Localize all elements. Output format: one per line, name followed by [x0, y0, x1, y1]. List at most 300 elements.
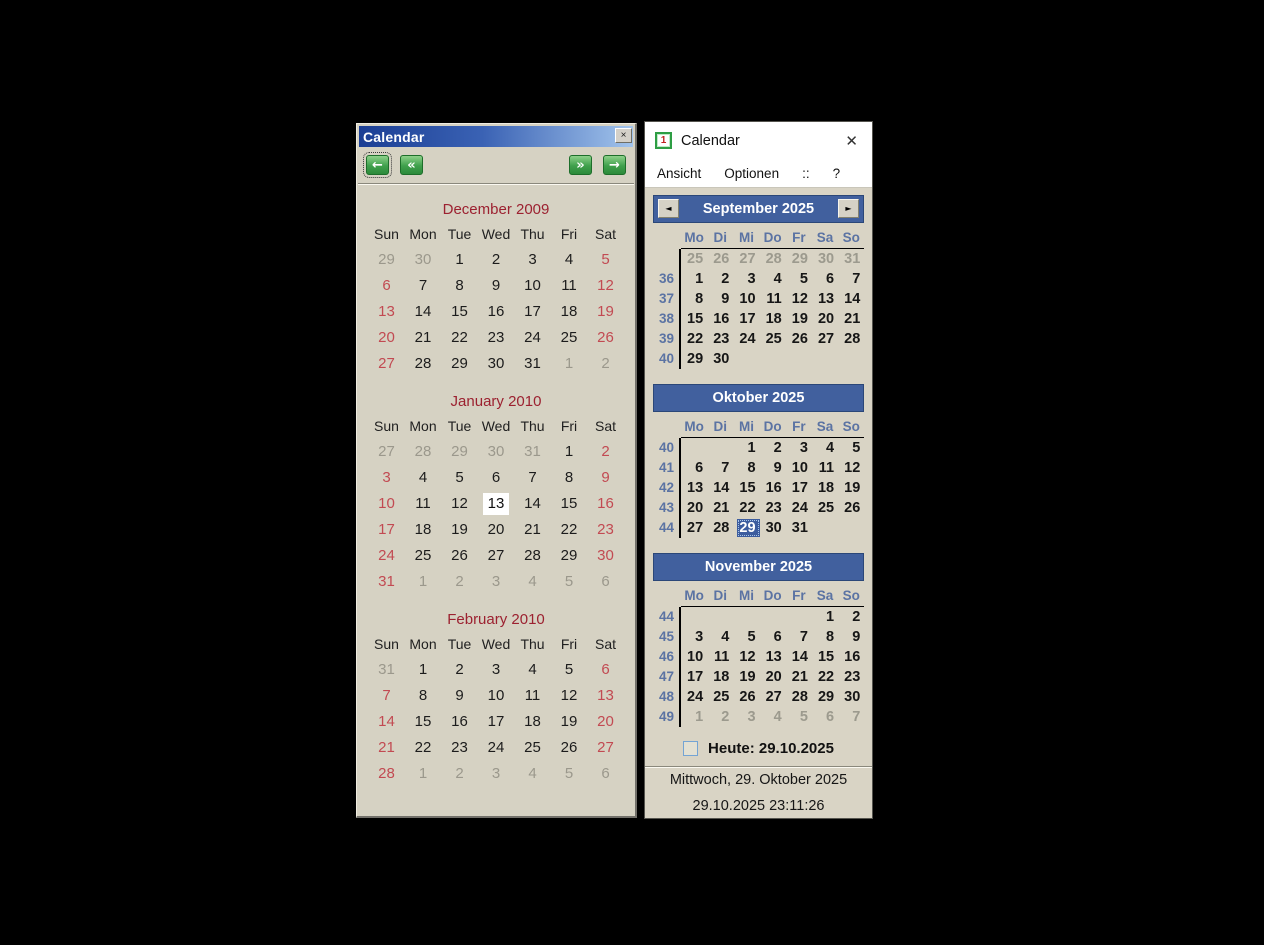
date-cell[interactable] [681, 627, 707, 647]
date-cell[interactable] [405, 273, 442, 299]
date-cell[interactable] [681, 498, 707, 518]
date-label: 5 [455, 469, 464, 486]
date-cell[interactable] [551, 247, 588, 273]
date-cell[interactable] [733, 438, 759, 458]
date-cell[interactable] [707, 667, 733, 687]
date-label: 21 [791, 669, 808, 685]
date-label: 13 [687, 480, 704, 496]
date-cell[interactable] [551, 517, 588, 543]
date-cell[interactable] [514, 465, 551, 491]
date-cell[interactable] [733, 329, 759, 349]
date-label: 12 [451, 495, 468, 512]
date-cell[interactable] [733, 687, 759, 707]
date-cell[interactable] [551, 491, 588, 517]
date-label: 10 [739, 291, 756, 307]
date-cell[interactable] [733, 498, 759, 518]
date-cell[interactable] [786, 458, 812, 478]
date-cell[interactable] [760, 478, 786, 498]
date-cell[interactable] [707, 269, 733, 289]
date-cell[interactable] [441, 247, 478, 273]
date-cell[interactable] [681, 667, 707, 687]
date-cell[interactable] [707, 518, 733, 538]
date-cell[interactable] [812, 329, 838, 349]
date-cell[interactable] [405, 657, 442, 683]
date-cell[interactable] [441, 351, 478, 377]
date-cell[interactable] [368, 517, 405, 543]
date-cell[interactable] [733, 269, 759, 289]
date-cell[interactable] [786, 498, 812, 518]
date-label: 29 [378, 251, 395, 268]
month-grid [654, 227, 864, 369]
date-cell[interactable] [368, 735, 405, 761]
date-cell[interactable] [368, 569, 405, 595]
date-cell[interactable] [551, 657, 588, 683]
date-cell[interactable] [786, 667, 812, 687]
prev-year-button[interactable] [400, 155, 423, 175]
date-cell[interactable] [786, 687, 812, 707]
date-cell[interactable] [405, 439, 442, 465]
next-month-button[interactable] [603, 155, 626, 175]
date-cell[interactable] [587, 299, 624, 325]
date-cell[interactable] [838, 707, 864, 727]
date-cell[interactable] [441, 543, 478, 569]
date-cell[interactable] [441, 709, 478, 735]
next-month-button[interactable]: ► [838, 199, 859, 218]
week-number: 46 [654, 647, 681, 667]
date-cell[interactable] [478, 299, 515, 325]
date-cell[interactable] [760, 627, 786, 647]
date-cell[interactable] [441, 657, 478, 683]
date-cell[interactable] [707, 707, 733, 727]
date-cell[interactable] [368, 273, 405, 299]
date-cell[interactable] [478, 439, 515, 465]
date-cell[interactable] [812, 249, 838, 269]
date-cell[interactable] [812, 687, 838, 707]
date-cell[interactable] [838, 498, 864, 518]
date-cell[interactable] [551, 761, 588, 787]
date-label: 6 [491, 469, 501, 486]
modern-close-button[interactable] [845, 132, 862, 150]
date-cell[interactable] [551, 569, 588, 595]
menu-item-optionen[interactable]: Optionen [724, 165, 780, 181]
date-cell[interactable] [551, 543, 588, 569]
date-label: 10 [487, 687, 505, 704]
date-label: 4 [564, 251, 574, 268]
date-cell[interactable] [551, 351, 588, 377]
date-label: 18 [414, 521, 432, 538]
week-number: 42 [654, 478, 681, 498]
date-cell[interactable] [478, 351, 515, 377]
date-label: 22 [817, 669, 835, 685]
date-cell[interactable] [587, 465, 624, 491]
date-cell[interactable] [681, 309, 707, 329]
date-cell[interactable] [681, 458, 707, 478]
date-cell[interactable] [441, 299, 478, 325]
date-cell[interactable] [812, 458, 838, 478]
date-cell[interactable] [514, 439, 551, 465]
date-cell[interactable] [812, 478, 838, 498]
classic-titlebar[interactable] [359, 126, 633, 147]
date-cell[interactable] [478, 657, 515, 683]
date-cell[interactable] [368, 465, 405, 491]
date-cell[interactable] [786, 289, 812, 309]
date-cell[interactable] [478, 709, 515, 735]
date-cell[interactable] [587, 273, 624, 299]
date-cell[interactable] [786, 707, 812, 727]
date-cell[interactable] [812, 627, 838, 647]
menu-item-help[interactable]: ? [832, 165, 841, 181]
month-title: November 2025 [704, 559, 813, 575]
date-cell[interactable] [812, 438, 838, 458]
date-cell[interactable] [760, 269, 786, 289]
date-cell[interactable] [838, 309, 864, 329]
date-label: 5 [852, 440, 861, 456]
date-cell[interactable] [405, 465, 442, 491]
date-cell[interactable] [514, 491, 551, 517]
date-cell[interactable] [838, 249, 864, 269]
date-cell[interactable] [760, 647, 786, 667]
date-cell[interactable] [368, 325, 405, 351]
date-cell[interactable] [707, 249, 733, 269]
month-header [653, 384, 864, 412]
date-label: 5 [564, 573, 574, 590]
date-cell[interactable] [441, 569, 478, 595]
date-label: 23 [487, 329, 505, 346]
date-cell[interactable] [707, 329, 733, 349]
date-cell[interactable] [760, 249, 786, 269]
date-label: 23 [597, 521, 614, 538]
date-cell[interactable] [551, 683, 588, 709]
date-cell[interactable] [812, 607, 838, 627]
date-cell[interactable] [733, 289, 759, 309]
date-cell[interactable] [838, 329, 864, 349]
date-cell[interactable] [707, 289, 733, 309]
week-number: 39 [654, 329, 681, 349]
date-cell[interactable] [812, 498, 838, 518]
menu-item-colons[interactable]: :: [802, 165, 810, 181]
date-cell[interactable] [368, 761, 405, 787]
date-cell[interactable] [587, 569, 624, 595]
date-cell[interactable] [514, 299, 551, 325]
date-cell[interactable] [707, 498, 733, 518]
date-cell[interactable] [405, 683, 442, 709]
date-cell[interactable] [681, 647, 707, 667]
date-cell[interactable] [478, 273, 515, 299]
date-label: 9 [455, 687, 464, 704]
date-label: 2 [773, 440, 782, 456]
date-cell[interactable] [760, 289, 786, 309]
date-cell[interactable] [441, 683, 478, 709]
date-cell[interactable] [760, 309, 786, 329]
date-cell[interactable] [733, 309, 759, 329]
date-cell[interactable] [478, 325, 515, 351]
week-column-spacer [654, 416, 681, 437]
date-cell[interactable] [405, 351, 442, 377]
date-cell[interactable] [812, 269, 838, 289]
date-cell[interactable] [514, 247, 551, 273]
date-cell[interactable] [368, 351, 405, 377]
date-cell[interactable] [733, 627, 759, 647]
date-cell[interactable] [368, 543, 405, 569]
date-cell[interactable] [681, 518, 707, 538]
date-cell[interactable] [587, 683, 624, 709]
date-cell[interactable] [681, 289, 707, 309]
date-cell[interactable] [368, 657, 405, 683]
date-cell[interactable] [681, 478, 707, 498]
date-cell[interactable] [441, 491, 478, 517]
date-cell[interactable] [733, 518, 759, 538]
date-cell[interactable] [587, 709, 624, 735]
date-cell[interactable] [551, 273, 588, 299]
date-cell[interactable] [786, 478, 812, 498]
date-cell[interactable] [733, 647, 759, 667]
date-cell[interactable] [733, 249, 759, 269]
date-cell[interactable] [587, 325, 624, 351]
date-cell[interactable] [812, 309, 838, 329]
date-cell[interactable] [405, 517, 442, 543]
date-label: 30 [414, 251, 432, 268]
menu-item-ansicht[interactable]: Ansicht [657, 165, 702, 181]
date-cell[interactable] [368, 709, 405, 735]
date-cell[interactable] [514, 517, 551, 543]
date-label: 3 [695, 629, 704, 645]
date-cell[interactable] [812, 667, 838, 687]
date-label: 25 [414, 547, 432, 564]
date-cell[interactable] [733, 478, 759, 498]
date-cell[interactable] [786, 518, 812, 538]
date-cell[interactable] [838, 438, 864, 458]
date-label: 23 [451, 739, 468, 756]
date-cell[interactable] [405, 543, 442, 569]
date-cell[interactable] [838, 607, 864, 627]
date-cell[interactable] [514, 761, 551, 787]
date-cell[interactable] [478, 247, 515, 273]
date-label: 14 [524, 495, 541, 512]
date-cell[interactable] [707, 349, 733, 369]
date-cell[interactable] [786, 249, 812, 269]
date-label: 2 [455, 573, 464, 590]
date-cell[interactable] [760, 707, 786, 727]
date-cell[interactable] [587, 543, 624, 569]
date-cell[interactable] [551, 465, 588, 491]
date-cell[interactable] [514, 569, 551, 595]
date-cell[interactable] [786, 647, 812, 667]
date-cell[interactable] [587, 351, 624, 377]
date-label: 19 [844, 480, 861, 496]
date-cell[interactable] [838, 269, 864, 289]
date-cell[interactable] [760, 518, 786, 538]
prev-month-button[interactable] [366, 155, 389, 175]
date-cell[interactable] [514, 683, 551, 709]
arrow-left-icon: ← [372, 157, 383, 173]
prev-month-button[interactable]: ◄ [658, 199, 679, 218]
date-cell[interactable] [707, 478, 733, 498]
date-cell[interactable] [405, 491, 442, 517]
date-cell[interactable] [514, 325, 551, 351]
date-cell[interactable] [368, 439, 405, 465]
next-year-button[interactable] [569, 155, 592, 175]
date-cell[interactable] [760, 438, 786, 458]
day-header: Di [707, 227, 733, 249]
day-header: Thu [520, 226, 545, 242]
date-cell[interactable] [441, 735, 478, 761]
date-cell[interactable] [514, 273, 551, 299]
date-cell[interactable] [707, 687, 733, 707]
date-cell[interactable] [838, 478, 864, 498]
date-cell[interactable] [786, 269, 812, 289]
date-cell[interactable] [478, 543, 515, 569]
date-label: 14 [844, 291, 861, 307]
date-label: 20 [597, 713, 614, 730]
date-cell[interactable] [587, 247, 624, 273]
day-header: So [838, 585, 864, 607]
date-cell[interactable] [681, 349, 707, 369]
date-cell[interactable] [441, 517, 478, 543]
week-number: 45 [654, 627, 681, 647]
date-cell[interactable] [786, 309, 812, 329]
date-label: 31 [844, 251, 861, 267]
date-cell[interactable] [760, 667, 786, 687]
date-cell[interactable] [441, 465, 478, 491]
date-label: 7 [799, 629, 808, 645]
date-cell[interactable] [760, 498, 786, 518]
date-cell[interactable] [551, 325, 588, 351]
date-cell[interactable] [681, 707, 707, 727]
date-cell[interactable] [514, 543, 551, 569]
date-cell[interactable] [441, 761, 478, 787]
date-cell[interactable] [514, 709, 551, 735]
date-cell[interactable] [587, 735, 624, 761]
date-label: 15 [560, 495, 578, 512]
date-label: 6 [601, 573, 610, 590]
classic-close-button[interactable] [615, 128, 632, 143]
date-cell[interactable] [405, 569, 442, 595]
date-cell[interactable] [441, 325, 478, 351]
date-cell[interactable] [812, 647, 838, 667]
date-label: 2 [455, 765, 464, 782]
date-cell[interactable] [405, 325, 442, 351]
date-label: 25 [817, 500, 835, 516]
date-cell[interactable] [707, 458, 733, 478]
date-cell[interactable] [587, 761, 624, 787]
date-cell[interactable] [681, 269, 707, 289]
date-cell[interactable] [681, 329, 707, 349]
date-cell[interactable] [733, 707, 759, 727]
date-cell[interactable] [838, 687, 864, 707]
week-column-spacer [654, 585, 681, 606]
date-cell[interactable] [478, 683, 515, 709]
date-label: 24 [378, 547, 395, 564]
date-label: 6 [826, 271, 835, 287]
menubar [645, 159, 872, 188]
date-label: 10 [524, 277, 541, 294]
date-label: 16 [713, 311, 730, 327]
date-cell[interactable] [707, 647, 733, 667]
date-cell[interactable] [786, 329, 812, 349]
date-cell[interactable] [405, 709, 442, 735]
date-cell[interactable] [368, 299, 405, 325]
date-label: 15 [817, 649, 835, 665]
date-cell[interactable] [838, 289, 864, 309]
date-cell[interactable] [838, 667, 864, 687]
date-label: 7 [418, 277, 428, 294]
date-cell[interactable] [812, 289, 838, 309]
date-cell[interactable] [514, 657, 551, 683]
date-cell[interactable] [405, 247, 442, 273]
date-cell[interactable] [478, 569, 515, 595]
empty-cell [812, 518, 838, 538]
date-cell[interactable] [478, 491, 515, 517]
date-cell[interactable] [786, 438, 812, 458]
date-cell[interactable] [786, 627, 812, 647]
month-header [653, 553, 864, 581]
date-cell[interactable] [587, 439, 624, 465]
date-cell[interactable] [478, 465, 515, 491]
day-header: Mi [733, 585, 759, 607]
date-cell[interactable] [733, 667, 759, 687]
date-cell[interactable] [368, 247, 405, 273]
day-header: Tue [447, 636, 472, 652]
date-cell[interactable] [514, 351, 551, 377]
date-cell[interactable] [838, 647, 864, 667]
date-label: 16 [844, 649, 861, 665]
date-label: 12 [791, 291, 808, 307]
date-cell[interactable] [441, 273, 478, 299]
date-cell[interactable] [405, 761, 442, 787]
modern-titlebar[interactable] [645, 122, 872, 159]
today-legend[interactable] [653, 736, 864, 760]
date-cell[interactable] [681, 249, 707, 269]
date-cell[interactable] [368, 683, 405, 709]
date-cell[interactable] [707, 309, 733, 329]
date-label: 11 [524, 687, 541, 704]
date-cell[interactable] [551, 735, 588, 761]
date-cell[interactable] [760, 687, 786, 707]
date-cell[interactable] [760, 458, 786, 478]
empty-cell [681, 438, 707, 458]
date-cell[interactable] [838, 627, 864, 647]
date-cell[interactable] [551, 709, 588, 735]
date-cell[interactable] [478, 761, 515, 787]
date-cell[interactable] [587, 517, 624, 543]
date-label: 23 [765, 500, 782, 516]
date-cell[interactable] [733, 458, 759, 478]
date-cell[interactable] [478, 735, 515, 761]
date-cell[interactable] [368, 491, 405, 517]
day-header: Sat [594, 636, 616, 652]
date-cell[interactable] [587, 657, 624, 683]
date-cell[interactable] [405, 299, 442, 325]
date-cell[interactable] [681, 687, 707, 707]
date-label: 30 [844, 689, 861, 705]
date-cell[interactable] [812, 707, 838, 727]
date-cell[interactable] [760, 329, 786, 349]
date-cell[interactable] [838, 458, 864, 478]
month-block [357, 201, 635, 377]
day-header: Di [707, 585, 733, 607]
date-cell[interactable] [514, 735, 551, 761]
date-cell[interactable] [551, 439, 588, 465]
date-cell[interactable] [707, 627, 733, 647]
date-cell[interactable] [551, 299, 588, 325]
date-label: 30 [487, 443, 505, 460]
date-cell[interactable] [478, 517, 515, 543]
date-cell[interactable] [441, 439, 478, 465]
date-label: 28 [378, 765, 395, 782]
date-cell[interactable] [587, 491, 624, 517]
date-cell[interactable] [405, 735, 442, 761]
date-label: 29 [451, 355, 468, 372]
